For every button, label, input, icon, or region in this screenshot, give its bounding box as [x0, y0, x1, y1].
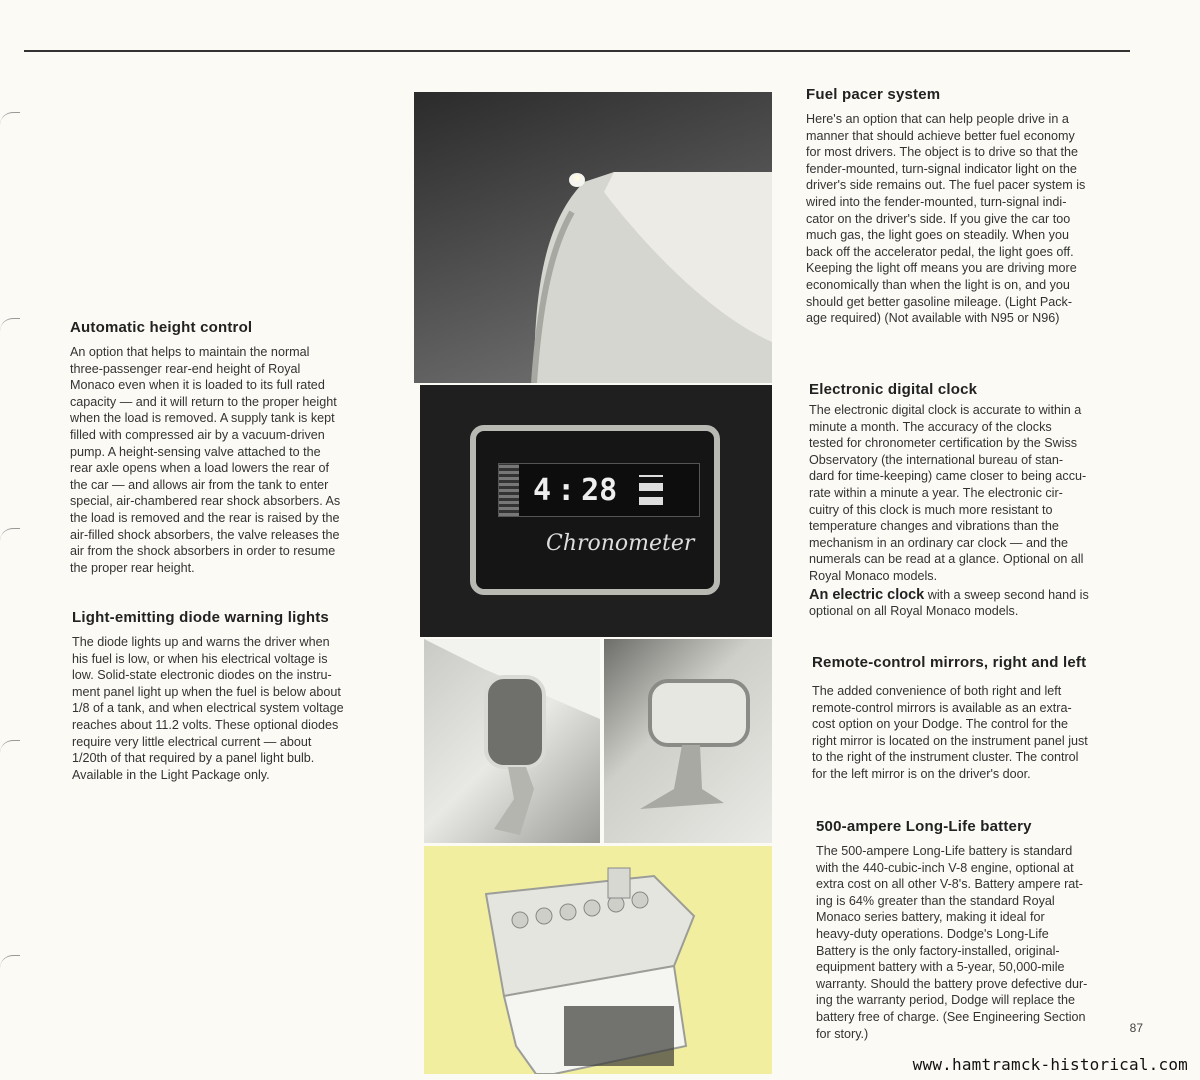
clock-seconds-drum: [639, 475, 663, 505]
clock-brand-logo: Chronometer: [546, 531, 695, 556]
clock-colon: :: [557, 472, 576, 508]
clock-bezel: [470, 425, 720, 595]
article-title: Electronic digital clock: [809, 381, 978, 398]
inline-body: with a sweep second hand is optional on all Royal Monaco models.: [809, 587, 1089, 619]
article-body: The diode lights up and warns the driver when his fuel is low, or when his electrical voltage is low. Solid-state electronic diodes on the instru- ment panel light up when the fuel is below about 1/8 of a tank, and when electrical system voltage reaches about 11.2 volts. These optional diodes require very little electrical current — about 1/20th of that required by a panel light bulb. Available in the Light Package only.: [72, 635, 344, 782]
article-digital-clock: [809, 381, 1139, 620]
article-title: Fuel pacer system: [806, 86, 941, 103]
binder-mark: [0, 112, 20, 125]
electric-clock-paragraph: [809, 587, 1139, 620]
binder-mark: [0, 318, 20, 331]
article-battery: [816, 818, 1146, 1042]
article-body: An option that helps to maintain the normal three-passenger rear-end height of Royal Monaco even when it is loaded to its full rated capacity — and it will return to the proper height when the load is removed. A supply tank is kept filled with compressed air by a vacuum-driven pump. A height-sensing valve attached to the rear axle opens when a load lowers the rear of the car — and allows air from the tank to enter special, air-chambered rear shock absorbers. As the load is removed and the rear is raised by the air-filled shock absorbers, the valve releases the air from the shock absorbers in order to resume the proper rear height.: [70, 345, 341, 575]
article-title: Automatic height control: [70, 319, 253, 336]
clock-set-knob: [499, 464, 519, 516]
fender-illustration: [414, 92, 772, 383]
fender-light-photo: [414, 92, 772, 383]
left-mirror-illustration: [424, 639, 600, 843]
header-rule: [24, 50, 1130, 52]
clock-minutes: 28: [581, 472, 618, 508]
article-automatic-height: [70, 319, 390, 576]
binder-mark: [0, 528, 20, 541]
article-body: The electronic digital clock is accurate to within a minute a month. The accuracy of the clocks tested for chronometer certification by the Swiss Observatory (the international bureau of stan- dard for time-keeping) came closer to being accu- rate within a minute a year. The electronic cir- cuitry of this clock is much more resistant to temperature changes and vibrations than the mechanism in an ordinary car clock — and the numerals can be read at a glance. Optional on all Royal Monaco models.: [809, 403, 1087, 583]
clock-display: [498, 463, 700, 517]
site-watermark: www.hamtramck-historical.com: [912, 1055, 1188, 1074]
article-title: 500-ampere Long-Life battery: [816, 818, 1032, 835]
binder-mark: [0, 955, 20, 968]
article-led-warning: [72, 609, 392, 783]
page-number: 87: [1129, 1021, 1143, 1035]
article-body: The 500-ampere Long-Life battery is standard with the 440-cubic-inch V-8 engine, optional at extra cost on all other V-8's. Battery ampere rat- ing is 64% greater than the standard Royal Monaco series battery, making it ideal for heavy-duty operations. Dodge's Long-Life Battery is the only factory-installed, original- equipment battery with a 5-year, 50,000-mile warranty. Should the battery prove defective dur- ing the warranty period, Dodge will replace the battery free of charge. (See Engineering Section for story.): [816, 844, 1088, 1041]
article-mirrors: [812, 654, 1142, 783]
article-body: The added convenience of both right and left remote-control mirrors is available as an extra- cost option on your Dodge. The control for the right mirror is located on the instrument panel just to the right of the instrument cluster. The control for the left mirror is on the driver's door.: [812, 684, 1088, 781]
right-mirror-photo: [604, 639, 772, 843]
left-mirror-photo: [424, 639, 600, 843]
article-body: Here's an option that can help people drive in a manner that should achieve better fuel economy for most drivers. The object is to drive so that the fender-mounted, turn-signal indicator light on the driver's side remains out. The fuel pacer system is wired into the fender-mounted, turn-signal indi- cator on the driver's side. If you give the car too much gas, the light goes on steadily. When you back off the accelerator pedal, the light goes off. Keeping the light off means you are driving more economically than when the light is on, and you should get better gasoline mileage. (Light Pack- age required) (Not available with N95 or N96): [806, 112, 1086, 326]
binder-mark: [0, 740, 20, 753]
clock-hours: 4: [533, 472, 552, 508]
article-title: Remote-control mirrors, right and left: [812, 654, 1087, 671]
battery-illustration: [424, 846, 772, 1074]
article-fuel-pacer: [806, 86, 1136, 327]
battery-photo: [424, 846, 772, 1074]
article-title: Light-emitting diode warning lights: [72, 609, 329, 626]
digital-clock-photo: [420, 385, 772, 637]
inline-title: An electric clock: [809, 586, 925, 603]
right-mirror-illustration: [604, 639, 772, 843]
